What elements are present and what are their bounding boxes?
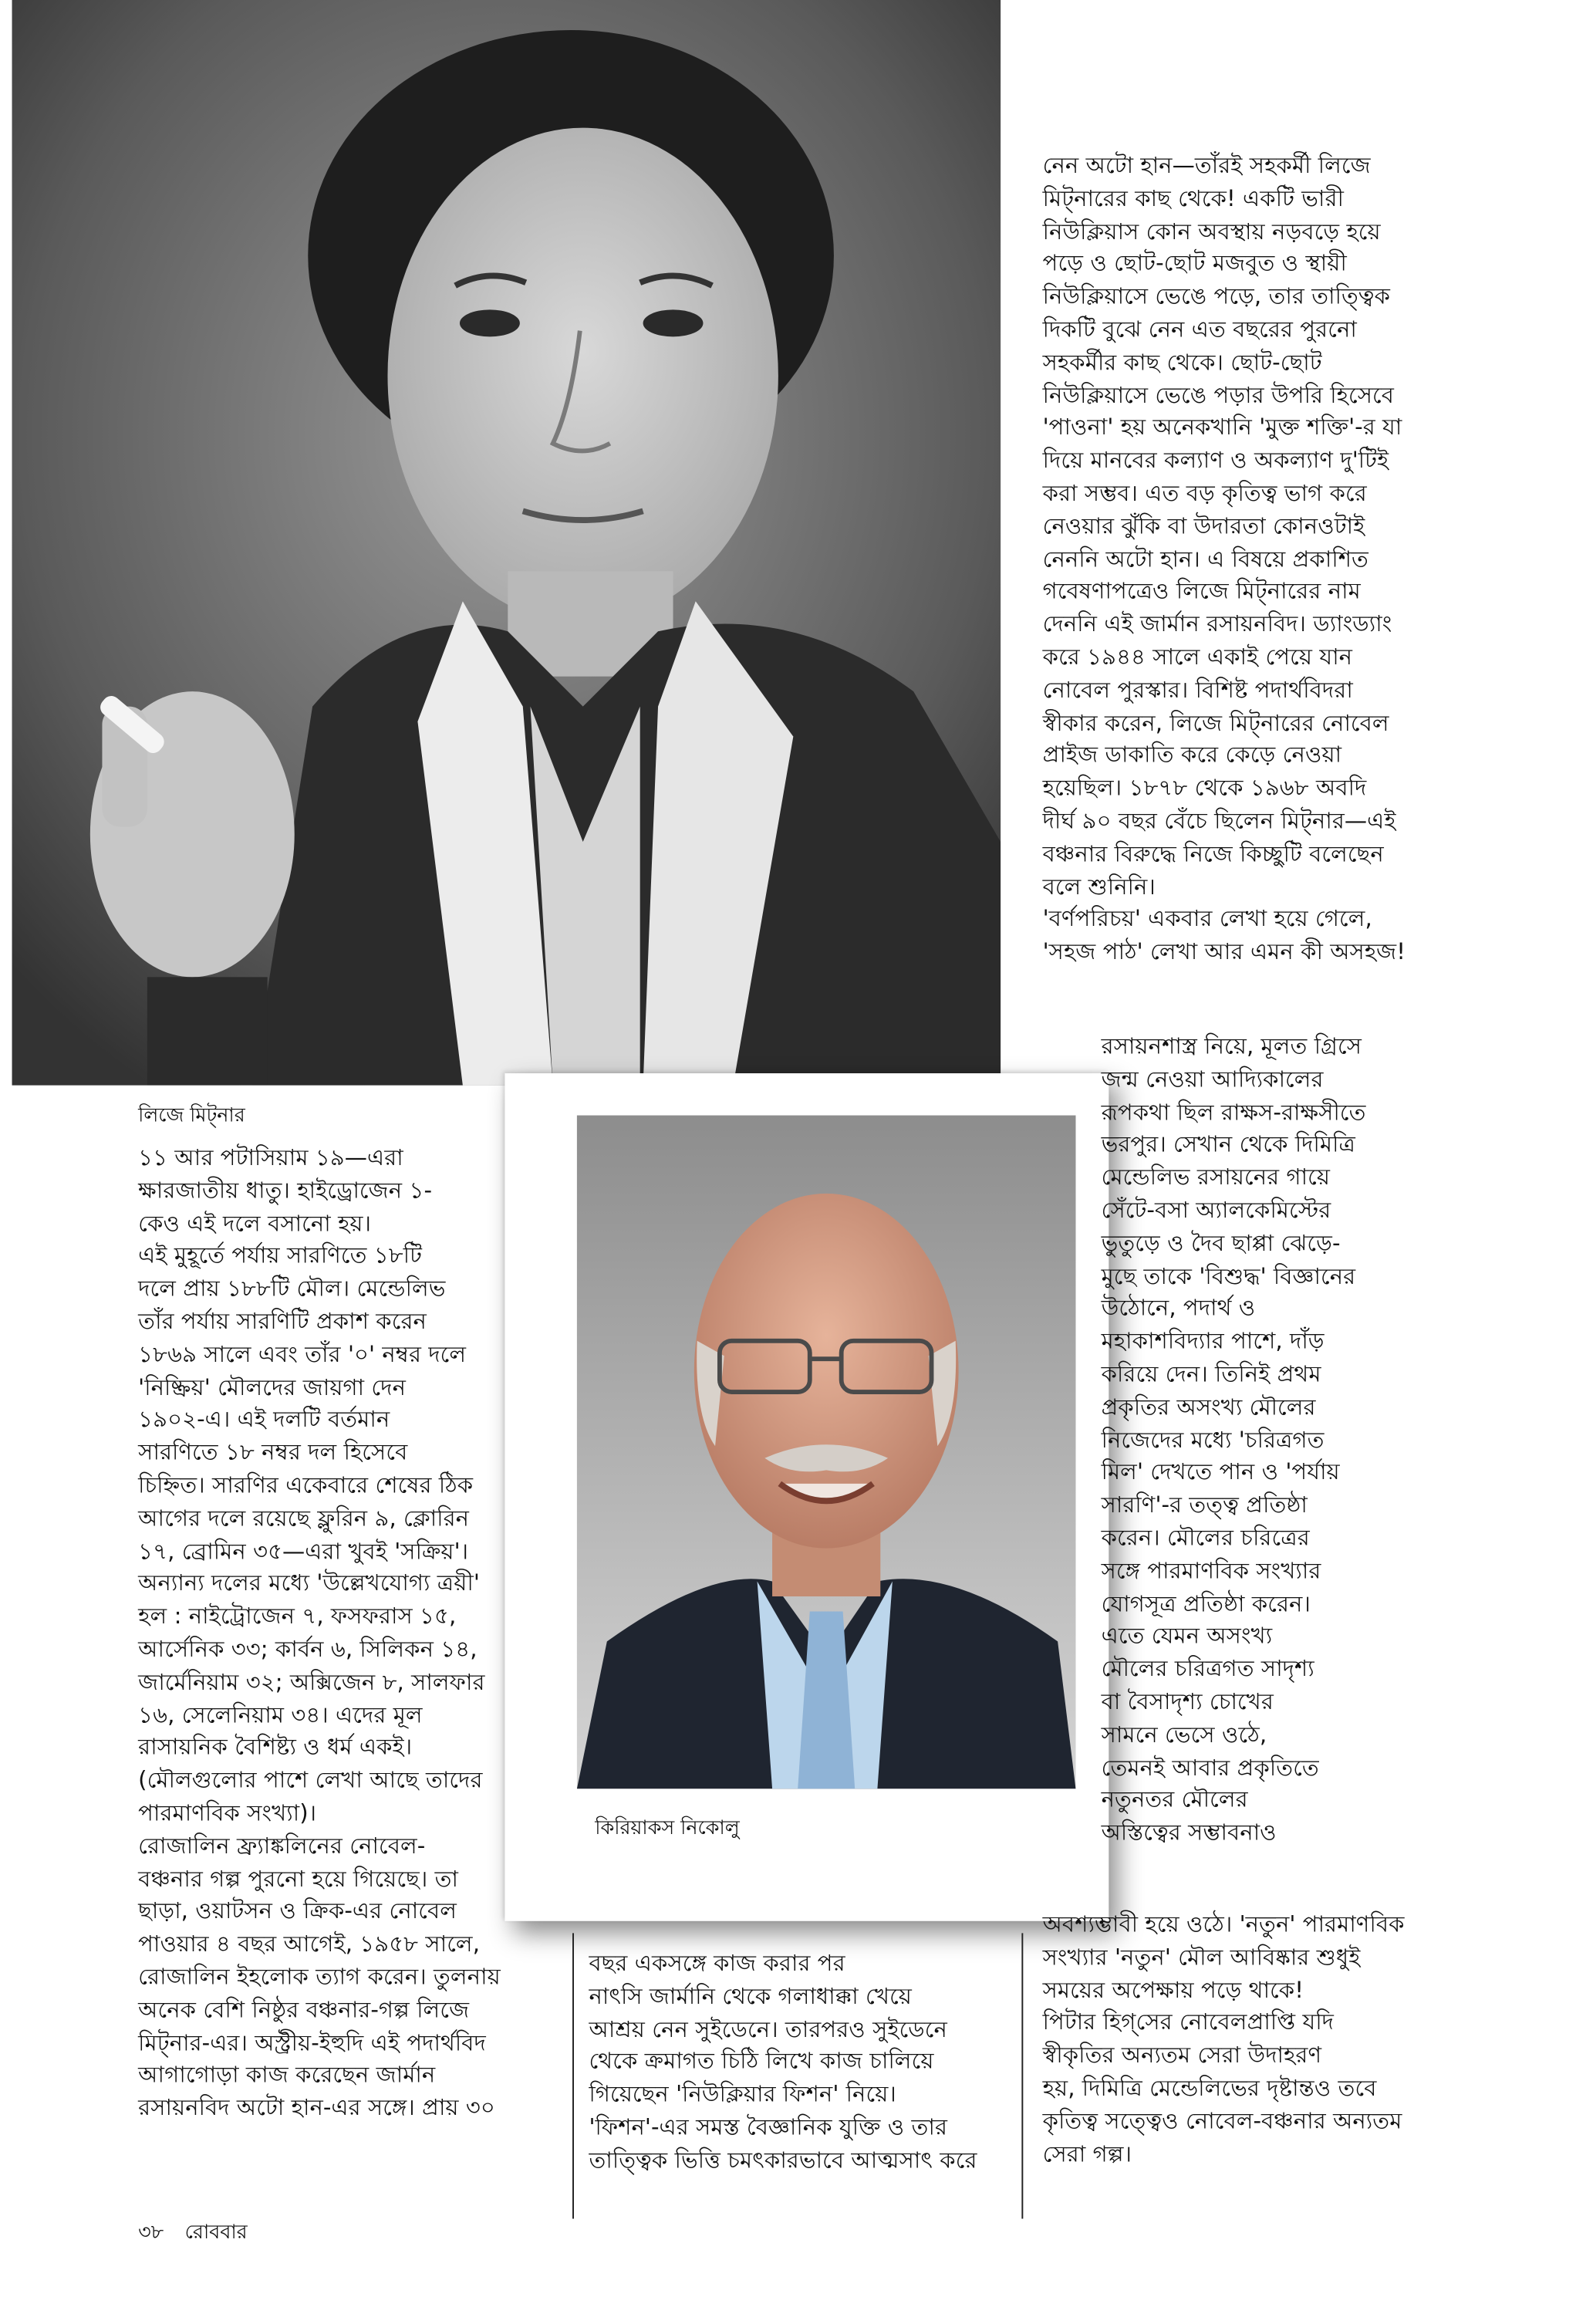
text-line: সংখ্যার 'নতুন' মৌল আবিষ্কার শুধুই — [1042, 1943, 1361, 1971]
text-line: মুছে তাকে 'বিশুদ্ধ' বিজ্ঞানের — [1101, 1262, 1356, 1289]
text-column-left — [138, 1143, 501, 2126]
text-line: আশ্রয় নেন সুইডেনে। তারপরও সুইডেনে — [589, 2015, 947, 2042]
magazine-name: রোববার — [184, 2221, 248, 2245]
text-line: এতে যেমন অসংখ্য — [1101, 1622, 1273, 1650]
text-line: রোজালিন ইহলোক ত্যাগ করেন। তুলনায় — [138, 1963, 501, 1991]
text-line: পড়ে ও ছোট-ছোট মজবুত ও স্থায়ী — [1042, 250, 1347, 278]
text-line: পিটার হিগ্‌সের নোবেলপ্রাপ্তি যদি — [1042, 2008, 1335, 2036]
text-line: মিট্নারের কাছ থেকে! একটি ভারী — [1042, 184, 1344, 212]
text-line: তাঁর পর্যায় সারণিটি প্রকাশ করেন — [138, 1307, 427, 1335]
text-column-middle — [589, 1948, 977, 2177]
text-line: ১৭, ব্রোমিন ৩৫—এরা খুবই 'সক্রিয়'। — [138, 1537, 469, 1565]
text-line: স্বীকৃতির অন্যতম সেরা উদাহরণ — [1042, 2042, 1322, 2069]
meitner-caption: লিজে মিট্নার — [138, 1104, 245, 1128]
text-line: (মৌলগুলোর পাশে লেখা আছে তাদের — [138, 1766, 483, 1794]
text-line: দীর্ঘ ৯০ বছর বেঁচে ছিলেন মিট্নার—এই — [1042, 807, 1396, 835]
text-line: নতুনতর মৌলের — [1101, 1786, 1248, 1814]
text-line: পারমাণবিক সংখ্যা)। — [138, 1799, 317, 1826]
text-line: 'সহজ পাঠ' লেখা আর এমন কী অসহজ! — [1042, 937, 1406, 965]
text-line: রূপকথা ছিল রাক্ষস-রাক্ষসীতে — [1101, 1098, 1366, 1126]
text-line: ১৬, সেলেনিয়াম ৩৪। এদের মূল — [138, 1701, 423, 1728]
text-line: ১১ আর পটাসিয়াম ১৯—এরা — [138, 1143, 403, 1171]
text-line: সামনে ভেসে ওঠে, — [1101, 1721, 1267, 1748]
text-line: নোবেল পুরস্কার। বিশিষ্ট পদার্থবিদরা — [1042, 676, 1353, 704]
text-line: সেরা গল্প। — [1042, 2140, 1132, 2167]
text-line: মহাকাশবিদ্যার পাশে, দাঁড় — [1101, 1327, 1325, 1355]
text-line: নেওয়ার ঝুঁকি বা উদারতা কোনওটাই — [1042, 512, 1365, 539]
text-line: 'বর্ণপরিচয়' একবার লেখা হয়ে গেলে, — [1042, 905, 1372, 933]
text-line: রাসায়নিক বৈশিষ্ট্য ও ধর্ম একই। — [138, 1733, 413, 1762]
meitner-portrait-illustration — [12, 0, 1001, 1086]
column-divider — [1021, 1933, 1023, 2218]
text-line: চিহ্নিত। সারণির একেবারে শেষের ঠিক — [138, 1471, 474, 1499]
text-line: মেন্ডেলিভ রসায়নের গায়ে — [1101, 1164, 1331, 1191]
text-line: আগের দলে রয়েছে ফ্লুরিন ৯, ক্লোরিন — [138, 1504, 470, 1532]
nikolaou-photo — [577, 1116, 1076, 1789]
column-divider — [572, 1933, 574, 2218]
text-line: নেননি অটো হান। এ বিষয়ে প্রকাশিত — [1042, 545, 1368, 573]
text-line: যোগসূত্র প্রতিষ্ঠা করেন। — [1101, 1589, 1311, 1617]
text-line: গবেষণাপত্রেও লিজে মিট্নারের নাম — [1042, 577, 1361, 605]
text-line: রসায়নশাস্ত্র নিয়ে, মূলত গ্রিসে — [1101, 1032, 1362, 1060]
text-line: উঠোনে, পদার্থ ও — [1101, 1295, 1256, 1322]
nikolaou-card — [505, 1073, 1109, 1921]
text-column-right-narrow — [1102, 1031, 1366, 1850]
text-line: হয়েছিল। ১৮৭৮ থেকে ১৯৬৮ অবদি — [1042, 774, 1367, 802]
text-line: এই মুহূর্তে পর্যায় সারণিতে ১৮টি — [138, 1241, 423, 1270]
text-line: ভুতুড়ে ও দৈব ছাপ্পা ঝেড়ে- — [1101, 1229, 1341, 1257]
text-column-right-top — [1043, 150, 1406, 970]
text-line: আগাগোড়া কাজ করেছেন জার্মান — [138, 2061, 436, 2089]
text-line: করা সম্ভব। এত বড় কৃতিত্ব ভাগ করে — [1042, 479, 1367, 507]
text-line: মিল' দেখতে পান ও 'পর্যায় — [1101, 1458, 1340, 1486]
text-line: জন্ম নেওয়া আদ্যিকালের — [1101, 1065, 1324, 1093]
text-line: সারণি'-র তত্ত্ব প্রতিষ্ঠা — [1101, 1491, 1308, 1518]
text-line: নেন অটো হান—তাঁরই সহকর্মী লিজে — [1042, 151, 1371, 179]
text-line: স্বীকার করেন, লিজে মিট্নারের নোবেল — [1042, 708, 1389, 736]
text-line: ভরপুর। সেখান থেকে দিমিত্রি — [1101, 1130, 1355, 1158]
meitner-photo — [12, 0, 1001, 1086]
text-line: পাওয়ার ৪ বছর আগেই, ১৯৫৮ সালে, — [138, 1930, 481, 1957]
text-line: ক্ষারজাতীয় ধাতু। হাইড্রোজেন ১- — [138, 1177, 433, 1204]
text-line: সহকর্মীর কাছ থেকে। ছোট-ছোট — [1042, 348, 1322, 376]
text-line: অন্যান্য দলের মধ্যে 'উল্লেখযোগ্য ত্রয়ী' — [138, 1569, 480, 1597]
text-line: রসায়নবিদ অটো হান-এর সঙ্গে। প্রায় ৩০ — [138, 2094, 495, 2122]
text-column-right-bottom — [1043, 1909, 1405, 2171]
text-line: তেমনই আবার প্রকৃতিতে — [1101, 1753, 1319, 1781]
page-footer — [138, 2219, 262, 2251]
text-line: দলে প্রায় ১৮৮টি মৌল। মেন্ডেলিভ — [138, 1275, 446, 1302]
text-line: ১৯০২-এ। এই দলটি বর্তমান — [138, 1406, 390, 1434]
text-line: 'পাওনা' হয় অনেকখানি 'মুক্ত শক্তি'-র যা — [1042, 414, 1402, 441]
text-line: হয়, দিমিত্রি মেন্ডেলিভের দৃষ্টান্তও তবে — [1042, 2074, 1377, 2102]
text-line: অবশ্যম্ভাবী হয়ে ওঠে। 'নতুন' পারমাণবিক — [1042, 1910, 1405, 1938]
text-line: আর্সেনিক ৩৩; কার্বন ৬, সিলিকন ১৪, — [138, 1635, 478, 1663]
text-line: করিয়ে দেন। তিনিই প্রথম — [1101, 1360, 1321, 1388]
nikolaou-portrait-illustration — [577, 1116, 1076, 1789]
text-line: বছর একসঙ্গে কাজ করার পর — [589, 1949, 845, 1977]
text-line: বঞ্চনার বিরুদ্ধে নিজে কিচ্ছুটি বলেছেন — [1042, 839, 1384, 867]
text-line: অস্তিত্বের সম্ভাবনাও — [1101, 1819, 1277, 1846]
text-line: গিয়েছেন 'নিউক্লিয়ার ফিশন' নিয়ে। — [589, 2080, 896, 2108]
text-line: 'নিষ্ক্রিয়' মৌলদের জায়গা দেন — [138, 1373, 407, 1400]
text-line: দিকটি বুঝে নেন এত বছরের পুরনো — [1042, 316, 1357, 343]
text-line: নিউক্লিয়াসে ভেঙে পড়ে, তার তাত্ত্বিক — [1042, 282, 1391, 310]
text-line: বা বৈসাদৃশ্য চোখের — [1101, 1687, 1274, 1715]
text-line: নাৎসি জার্মানি থেকে গলাধাক্কা খেয়ে — [589, 1982, 913, 2010]
text-line: সারণিতে ১৮ নম্বর দল হিসেবে — [138, 1438, 408, 1466]
text-line: কৃতিত্ব সত্ত্বেও নোবেল-বঞ্চনার অন্যতম — [1042, 2106, 1402, 2135]
text-line: দেননি এই জার্মান রসায়নবিদ। ড্যাংড্যাং — [1042, 610, 1392, 638]
text-line: বলে শুনিনি। — [1042, 872, 1156, 900]
text-line: হল : নাইট্রোজেন ৭, ফসফরাস ১৫, — [138, 1603, 457, 1630]
text-line: করেন। মৌলের চরিত্রের — [1101, 1524, 1310, 1552]
text-line: অনেক বেশি নিষ্ঠুর বঞ্চনার-গল্প লিজে — [138, 1995, 470, 2023]
text-line: সঙ্গে পারমাণবিক সংখ্যার — [1101, 1556, 1321, 1584]
text-line: নিজেদের মধ্যে 'চরিত্রগত — [1101, 1425, 1325, 1454]
text-line: নিউক্লিয়াস কোন অবস্থায় নড়বড়ে হয়ে — [1042, 217, 1381, 245]
page-number: ৩৮ — [138, 2221, 164, 2245]
text-line: ১৮৬৯ সালে এবং তাঁর '০' নম্বর দলে — [138, 1340, 467, 1368]
text-line: প্রকৃতির অসংখ্য মৌলের — [1101, 1393, 1316, 1420]
text-line: মৌলের চরিত্রগত সাদৃশ্য — [1101, 1655, 1314, 1683]
text-line: কেও এই দলে বসানো হয়। — [138, 1209, 372, 1237]
text-line: জার্মেনিয়াম ৩২; অক্সিজেন ৮, সালফার — [138, 1668, 485, 1696]
text-line: 'ফিশন'-এর সমস্ত বৈজ্ঞানিক যুক্তি ও তার — [589, 2113, 948, 2141]
text-line: করে ১৯৪৪ সালে একাই পেয়ে যান — [1042, 643, 1353, 671]
text-line: নিউক্লিয়াসে ভেঙে পড়ার উপরি হিসেবে — [1042, 381, 1395, 409]
text-line: বঞ্চনার গল্প পুরনো হয়ে গিয়েছে। তা — [138, 1864, 458, 1892]
text-line: মিট্নার-এর। অস্ট্রীয়-ইহুদি এই পদার্থবিদ — [138, 2028, 486, 2056]
text-line: দিয়ে মানবের কল্যাণ ও অকল্যাণ দু'টিই — [1042, 446, 1389, 475]
text-line: রোজালিন ফ্র্যাঙ্কলিনের নোবেল- — [138, 1832, 426, 1860]
text-line: সময়ের অপেক্ষায় পড়ে থাকে! — [1042, 1976, 1304, 2004]
text-line: প্রাইজ ডাকাতি করে কেড়ে নেওয়া — [1042, 741, 1342, 769]
text-line: ছাড়া, ওয়াটসন ও ক্রিক-এর নোবেল — [138, 1897, 457, 1925]
text-line: সেঁটে-বসা অ্যালকেমিস্টের — [1101, 1196, 1331, 1224]
text-line: তাত্ত্বিক ভিত্তি চমৎকারভাবে আত্মসাৎ করে — [589, 2146, 977, 2174]
nikolaou-caption: কিরিয়াকস নিকোলু — [595, 1817, 740, 1840]
text-line: থেকে ক্রমাগত চিঠি লিখে কাজ চালিয়ে — [589, 2048, 934, 2076]
